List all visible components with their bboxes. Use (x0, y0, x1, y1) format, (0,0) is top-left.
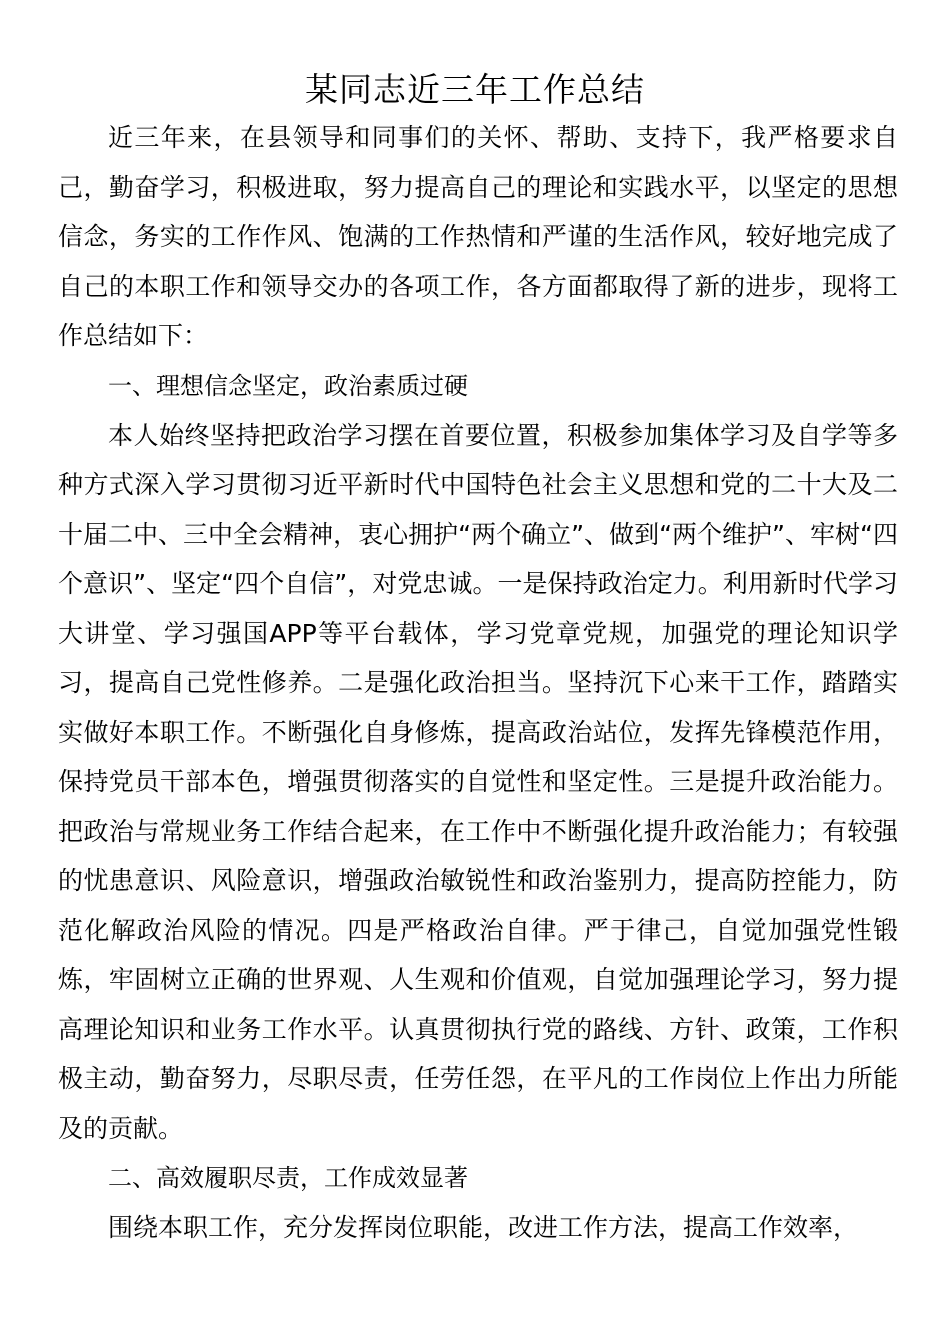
section-1-heading: 一、理想信念坚定，政治素质过硬 (108, 371, 468, 400)
section-2-heading: 二、高效履职尽责，工作成效显著 (108, 1164, 468, 1192)
section-1-paragraph: 本人始终坚持把政治学习摆在首要位置，积极参加集体学习及自学等多种方式深入学习贯彻习近平新时代中国特色社会主义思想和党的二十大及二十届二中、三中全会精神，衷心拥护“两个确立”、做到“两个维护”、牢树“四个意识”、坚定“四个自信”，对党忠诚。一是保持政治定力。利用新时代学习大讲堂、学习强国APP等平台载体，学习党章党规，加强党的理论知识学习，提高自己党性修养。二是强化政治担当。坚持沉下心来干工作，踏踏实实做好本职工作。不断强化自身修炼，提高政治站位，发挥先锋模范作用，保持党员干部本色，增强贯彻落实的自觉性和坚定性。三是提升政治能力。把政治与常规业务工作结合起来，在工作中不断强化提升政治能力；有较强的忧患意识、风险意识，增强政治敏锐性和政治鉴别力，提高防控能力，防范化解政治风险的情况。四是严格政治自律。严于律己，自觉加强党性锻炼，牢固树立正确的世界观、人生观和价值观，自觉加强理论学习，努力提高理论知识和业务工作水平。认真贯彻执行党的路线、方针、政策，工作积极主动，勤奋努力，尽职尽责，任劳任怨，在平凡的工作岗位上作出力所能及的贡献。 (58, 420, 898, 1143)
document-body (58, 113, 898, 1253)
intro-paragraph: 近三年来，在县领导和同事们的关怀、帮助、支持下，我严格要求自己，勤奋学习，积极进取，努力提高自己的理论和实践水平，以坚定的思想信念，务实的工作作风、饱满的工作热情和严谨的生活作风，较好地完成了自己的本职工作和领导交办的各项工作，各方面都取得了新的进步，现将工作总结如下： (58, 123, 898, 350)
section-2-paragraph: 围绕本职工作，充分发挥岗位职能，改进工作方法，提高工作效率， (108, 1213, 859, 1242)
document-title: 某同志近三年工作总结 (305, 70, 645, 109)
